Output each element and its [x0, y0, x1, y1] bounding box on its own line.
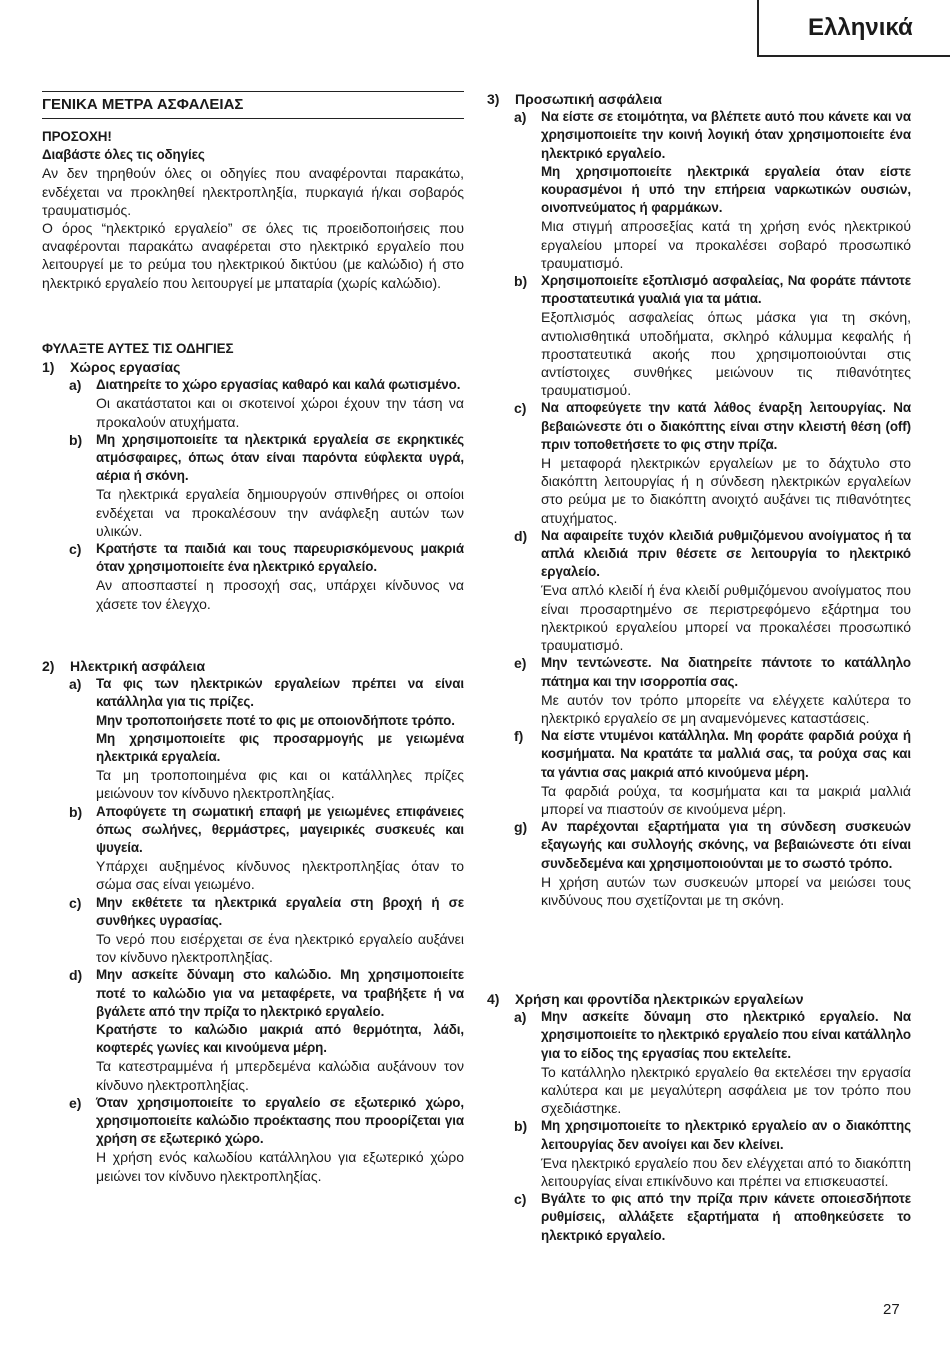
item-label: d) — [69, 967, 83, 984]
item-3e — [487, 654, 911, 727]
section-4-number: 4) — [487, 991, 500, 1007]
section-1-title: Χώρος εργασίας — [70, 359, 181, 375]
item-1a — [42, 376, 464, 431]
item-bold-text: Μη χρησιμοποιείτε φις προσαρμογής με γειωμένα ηλεκτρικά εργαλεία. — [96, 730, 464, 765]
item-3a — [487, 108, 911, 272]
item-text: Αν αποσπαστεί η προσοχή σας, υπάρχει κίνδυνος να χάσετε τον έλεγχο. — [96, 577, 464, 612]
item-bold-text: Διατηρείτε το χώρο εργασίας καθαρό και καλά φωτισμένο. — [96, 377, 461, 393]
item-label: e) — [514, 655, 527, 672]
item-bold-text: Αποφύγετε τη σωματική επαφή με γειωμένες επιφάνειες όπως σωλήνες, θερμάστρες, μαγειρικές συσκευές και ψυγεία. — [96, 803, 464, 856]
section-3-number: 3) — [487, 91, 500, 107]
item-bold-text: Μη χρησιμοποιείτε το ηλεκτρικό εργαλείο αν ο διακόπτης λειτουργίας δεν ανοίγει και δεν κλείνει. — [541, 1118, 911, 1152]
item-3f — [487, 727, 911, 818]
item-3c — [487, 399, 911, 526]
item-bold-text: Να αφαιρείτε τυχόν κλειδιά ρυθμιζόμενου ανοίγματος ή τα απλά κλειδιά πριν θέσετε σε λειτουργία το ηλεκτρικό εργαλείο. — [541, 527, 911, 580]
section-2-number: 2) — [42, 658, 55, 674]
section-4-heading — [487, 990, 911, 1008]
item-bold-text: Μη χρησιμοποιείτε ηλεκτρικά εργαλεία όταν είστε κουρασμένοι ή υπό την επήρεια ναρκωτικών ουσιών, οινοπνεύματος ή φαρμάκων. — [541, 163, 911, 216]
item-text: Τα ηλεκτρικά εργαλεία δημιουργούν σπινθήρες οι οποίοι ενδέχεται να προκαλέσουν την ανάφλεξη αυτών των υλικών. — [96, 486, 464, 539]
warning-bold: Διαβάστε όλες τις οδηγίες — [42, 147, 205, 163]
item-text: Ένα απλό κλειδί ή ένα κλειδί ρυθμιζόμενου ανοίγματος που είναι προσαρτημένο σε περιστρεφόμενο εξάρτημα του ηλεκτρικού εργαλείου μπορεί να προκαλέσει προσωπικό τραυματισμό. — [541, 582, 911, 654]
item-label: c) — [69, 541, 82, 558]
item-text: Η χρήση αυτών των συσκευών μπορεί να μειώσει τους κινδύνους που σχετίζονται με τη σκόνη. — [541, 873, 911, 908]
item-label: a) — [69, 676, 82, 693]
item-2b — [42, 803, 464, 894]
item-bold-text: Να είστε σε ετοιμότητα, να βλέπετε αυτό που κάνετε και να χρησιμοποιείτε την κοινή λογική όταν χρησιμοποιείτε ένα ηλεκτρικό εργαλείο. — [541, 109, 911, 161]
language-tab — [757, 0, 950, 57]
item-bold-text: Τα φις των ηλεκτρικών εργαλείων πρέπει να είναι κατάλληλα για τις πρίζες. — [96, 676, 464, 710]
language-label: Ελληνικά — [808, 14, 913, 41]
item-text: Ένα ηλεκτρικό εργαλείο που δεν ελέγχεται από το διακόπτη λειτουργίας είναι επικίνδυνο και πρέπει να επισκευαστεί. — [541, 1154, 911, 1190]
item-text: Το κατάλληλο ηλεκτρικό εργαλείο θα εκτελέσει την εργασία καλύτερα και με μεγαλύτερη ασφάλεια με τον τρόπο που σχεδιάστηκε. — [541, 1063, 911, 1117]
item-bold-text: Βγάλτε το φις από την πρίζα πριν κάνετε οποιεσδήποτε ρυθμίσεις, αλλάξετε εξαρτήματα ή αποθηκεύσετε το ηλεκτρικό εργαλείο. — [541, 1191, 911, 1243]
item-label: c) — [514, 400, 527, 417]
item-label: c) — [69, 894, 82, 911]
section-3-title: Προσωπική ασφάλεια — [515, 91, 662, 107]
item-3b — [487, 272, 911, 399]
item-bold-text: Μην τεντώνεστε. Να διατηρείτε πάντοτε το κατάλληλο πάτημα και την ισορροπία σας. — [541, 655, 911, 689]
item-text: Τα φαρδιά ρούχα, τα κοσμήματα και τα μακριά μαλλιά μπορεί να πιαστούν σε κινούμενα μέρη. — [541, 782, 911, 817]
item-text: Με αυτόν τον τρόπο μπορείτε να ελέγχετε καλύτερα το ηλεκτρικό εργαλείο σε μη αναμενόμενες καταστάσεις. — [541, 691, 911, 726]
item-1b — [42, 431, 464, 540]
item-bold-text: Κρατήστε τα παιδιά και τους παρευρισκόμενους μακριά όταν χρησιμοποιείτε ένα ηλεκτρικό εργαλείο. — [96, 541, 464, 575]
item-text: Εξοπλισμός ασφαλείας όπως μάσκα για τη σκόνη, αντιολισθητικά υποδήματα, σκληρό κάλυμμα κεφαλής ή προστατευτικά ακοής που χρησιμοποιούνται στις αντίστοιχες συνθήκες μειώνουν τις πιθανότητες τραυματισμού. — [541, 309, 911, 399]
item-text: Τα μη τροποποιημένα φις και οι κατάλληλες πρίζες μειώνουν τον κίνδυνο ηλεκτροπληξίας. — [96, 767, 464, 802]
item-label: b) — [514, 273, 528, 290]
item-bold-text: Μην εκθέτετε τα ηλεκτρικά εργαλεία στη βροχή ή σε συνθήκες υγρασίας. — [96, 894, 464, 928]
item-2e — [42, 1094, 464, 1185]
section-title: ΓΕΝΙΚΑ ΜΕΤΡΑ ΑΣΦΑΛΕΙΑΣ — [42, 91, 464, 119]
item-label: f) — [514, 728, 524, 745]
item-label: b) — [69, 431, 83, 448]
item-text: Οι ακατάστατοι και οι σκοτεινοί χώροι έχουν την τάση να προκαλούν ατυχήματα. — [96, 395, 464, 430]
item-label: a) — [69, 377, 82, 394]
item-4c — [487, 1190, 911, 1245]
item-bold-text: Μην τροποποιήσετε ποτέ το φις με οποιονδήποτε τρόπο. — [96, 712, 455, 728]
section-3 — [487, 90, 911, 909]
item-3d — [487, 527, 911, 654]
keep-instructions — [42, 340, 464, 358]
item-label: e) — [69, 1094, 82, 1111]
section-1-heading — [42, 358, 464, 376]
section-3-heading — [487, 90, 911, 108]
item-bold-text: Να είστε ντυμένοι κατάλληλα. Μη φοράτε φαρδιά ρούχα ή κοσμήματα. Να κρατάτε τα μαλλιά σας, τα ρούχα σας και τα γάντια σας μακριά από κινούμενα μέρη. — [541, 728, 911, 780]
item-4b — [487, 1117, 911, 1190]
item-bold-text: Μην ασκείτε δύναμη στο ηλεκτρικό εργαλείο. Να χρησιμοποιείτε το ηλεκτρικό εργαλείο που είναι κατάλληλο για το είδος της εργασίας που εκτελείτε. — [541, 1009, 911, 1061]
section-1-number: 1) — [42, 359, 55, 375]
item-1c — [42, 540, 464, 613]
item-label: c) — [514, 1191, 527, 1208]
item-text: Το νερό που εισέρχεται σε ένα ηλεκτρικό εργαλείο αυξάνει τον κίνδυνο ηλεκτροπληξίας. — [96, 931, 464, 966]
page-number: 27 — [883, 1301, 900, 1318]
item-text: Η χρήση ενός καλωδίου κατάλληλου για εξωτερικό χώρο μειώνει τον κίνδυνο ηλεκτροπληξίας. — [96, 1149, 464, 1184]
item-4a — [487, 1008, 911, 1117]
item-label: a) — [514, 109, 527, 126]
item-text: Υπάρχει αυξημένος κίνδυνος ηλεκτροπληξίας όταν το σώμα σας είναι γειωμένο. — [96, 858, 464, 893]
section-4 — [487, 990, 911, 1245]
item-text: Η μεταφορά ηλεκτρικών εργαλείων με το δάχτυλο στο διακόπτη λειτουργίας ή η σύνδεση ηλεκτρικών εργαλείων στο ρεύμα με το διακόπτη ανοιχτό αυξάνει τις πιθανότητες ατυχήματος. — [541, 455, 911, 526]
item-2d — [42, 966, 464, 1093]
item-text: Μια στιγμή απροσεξίας κατά τη χρήση ενός ηλεκτρικού εργαλείου μπορεί να προκαλέσει σοβαρό προσωπικό τραυματισμό. — [541, 218, 911, 271]
item-bold-text: Όταν χρησιμοποιείτε το εργαλείο σε εξωτερικό χώρο, χρησιμοποιείτε καλώδιο προέκτασης που προορίζεται για χρήση σε εξωτερικό χώρο. — [96, 1094, 464, 1147]
item-label: d) — [514, 527, 528, 544]
item-label: g) — [514, 819, 528, 836]
item-bold-text: Να αποφεύγετε την κατά λάθος έναρξη λειτουργίας. Να βεβαιώνεστε ότι ο διακόπτης είναι στην κλειστή θέση (off) πριν τοποθετήσετε το φις στην πρίζα. — [541, 400, 911, 452]
keep-instructions-text: ΦΥΛΑΞΤΕ ΑΥΤΕΣ ΤΙΣ ΟΔΗΓΙΕΣ — [42, 341, 234, 356]
intro-paragraph-1: Αν δεν τηρηθούν όλες οι οδηγίες που αναφέρονται παρακάτω, ενδέχεται να προκληθεί ηλεκτροπληξία, πυρκαγιά ή/και σοβαρός τραυματισμός. — [42, 165, 464, 218]
intro-paragraph-2: Ο όρος “ηλεκτρικό εργαλείο” σε όλες τις προειδοποιήσεις που αναφέρονται παρακάτω αναφέρεται στο ηλεκτρικό εργαλείο που λειτουργεί με το ρεύμα του ηλεκτρικού δικτύου (με καλώδιο) ή στο ηλεκτρικό εργαλείο που λειτουργεί με μπαταρία (χωρίς καλώδιο). — [42, 220, 464, 291]
item-bold-text: Μη χρησιμοποιείτε τα ηλεκτρικά εργαλεία σε εκρηκτικές ατμόσφαιρες, όπως όταν είναι παρόντα εύφλεκτα υγρά, αέρια ή σκόνη. — [96, 431, 464, 484]
section-2 — [42, 657, 464, 1185]
item-bold-text: Αν παρέχονται εξαρτήματα για τη σύνδεση συσκευών εξαγωγής και συλλογής σκόνης, να βεβαιώνεστε ότι είναι συνδεδεμένα και χρησιμοποιούνται με το σωστό τρόπο. — [541, 819, 911, 871]
item-2a — [42, 675, 464, 802]
item-label: b) — [69, 803, 83, 820]
item-bold-text: Χρησιμοποιείτε εξοπλισμό ασφαλείας, Να φοράτε πάντοτε προστατευτικά γυαλιά για τα μάτια. — [541, 273, 911, 307]
item-bold-text: Κρατήστε το καλώδιο μακριά από θερμότητα, λάδι, κοφτερές γωνίες και κινούμενα μέρη. — [96, 1022, 464, 1056]
item-label: a) — [514, 1009, 527, 1026]
section-1 — [42, 358, 464, 613]
warning-label: ΠΡΟΣΟΧΗ! — [42, 129, 112, 144]
warning-block — [42, 128, 464, 292]
item-text: Τα κατεστραμμένα ή μπερδεμένα καλώδια αυξάνουν τον κίνδυνο ηλεκτροπληξίας. — [96, 1058, 464, 1093]
section-4-title: Χρήση και φροντίδα ηλεκτρικών εργαλείων — [515, 991, 804, 1007]
item-2c — [42, 894, 464, 967]
section-2-heading — [42, 657, 464, 675]
item-bold-text: Μην ασκείτε δύναμη στο καλώδιο. Μη χρησιμοποιείτε ποτέ το καλώδιο για να μεταφέρετε, να τραβήξετε ή να βγάλετε από την πρίζα το ηλεκτρικό εργαλείο. — [96, 967, 464, 1019]
section-2-title: Ηλεκτρική ασφάλεια — [70, 658, 206, 674]
item-3g — [487, 818, 911, 909]
item-label: b) — [514, 1118, 528, 1135]
